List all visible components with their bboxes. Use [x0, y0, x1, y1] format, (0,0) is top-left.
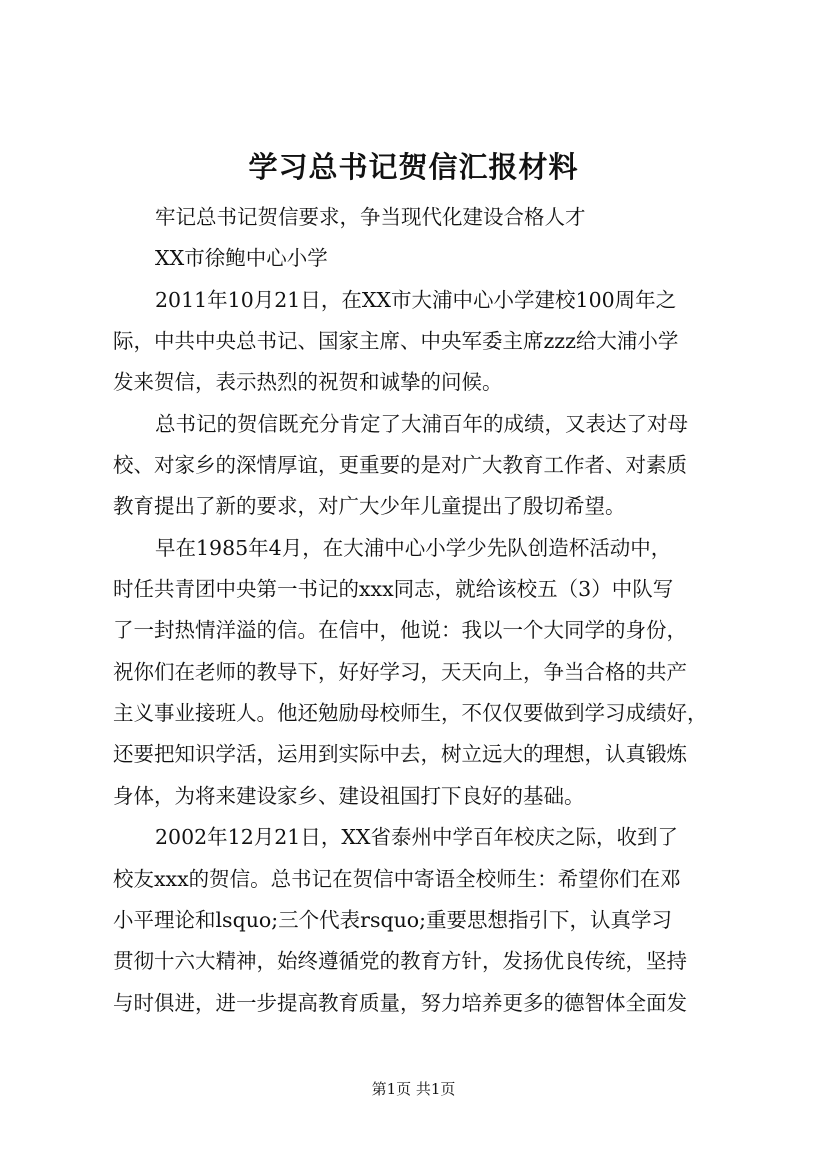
text-line-15: 身体，为将来建设家乡、建设祖国打下良好的基础。 — [113, 783, 585, 808]
text-line-6: 总书记的贺信既充分肯定了大浦百年的成绩，又表达了对母 — [155, 411, 688, 436]
text-line-9: 早在1985年4月，在大浦中心小学少先队创造杯活动中， — [155, 535, 672, 560]
text-line-20: 与时俱进，进一步提高教育质量，努力培养更多的德智体全面发 — [113, 990, 687, 1015]
text-line-4: 际，中共中央总书记、国家主席、中央军委主席zzz给大浦小学 — [113, 329, 679, 354]
text-line-12: 祝你们在老师的教导下，好好学习，天天向上，争当合格的共产 — [113, 659, 687, 684]
text-line-17: 校友xxx的贺信。总书记在贺信中寄语全校师生：希望你们在邓 — [113, 866, 681, 891]
text-line-10: 时任共青团中央第一书记的xxx同志，就给该校五（3）中队写 — [113, 577, 674, 602]
text-line-19: 贯彻十六大精神，始终遵循党的教育方针，发扬优良传统，坚持 — [113, 949, 687, 974]
page-footer: 第1页 共1页 — [371, 1080, 456, 1098]
text-line-2: XX市徐鲍中心小学 — [155, 246, 328, 271]
text-line-7: 校、对家乡的深情厚谊，更重要的是对广大教育工作者、对素质 — [113, 453, 687, 478]
text-line-1: 牢记总书记贺信要求，争当现代化建设合格人才 — [155, 205, 586, 229]
text-line-14: 还要把知识学活，运用到实际中去，树立远大的理想，认真锻炼 — [113, 742, 687, 767]
document-title: 学习总书记贺信汇报材料 — [248, 150, 579, 184]
document-body — [113, 197, 725, 1024]
text-line-16: 2002年12月21日，XX省泰州中学百年校庆之际，收到了 — [155, 825, 679, 850]
text-line-3: 2011年10月21日，在XX市大浦中心小学建校100周年之 — [155, 287, 677, 312]
text-line-8: 教育提出了新的要求，对广大少年儿童提出了殷切希望。 — [113, 494, 626, 519]
text-line-18: 小平理论和lsquo;三个代表rsquo;重要思想指引下，认真学习 — [113, 907, 673, 932]
text-line-5: 发来贺信，表示热烈的祝贺和诚挚的问候。 — [113, 370, 503, 395]
text-line-13: 主义事业接班人。他还勉励母校师生，不仅仅要做到学习成绩好， — [113, 701, 708, 726]
text-line-11: 了一封热情洋溢的信。在信中，他说：我以一个大同学的身份， — [113, 618, 687, 643]
